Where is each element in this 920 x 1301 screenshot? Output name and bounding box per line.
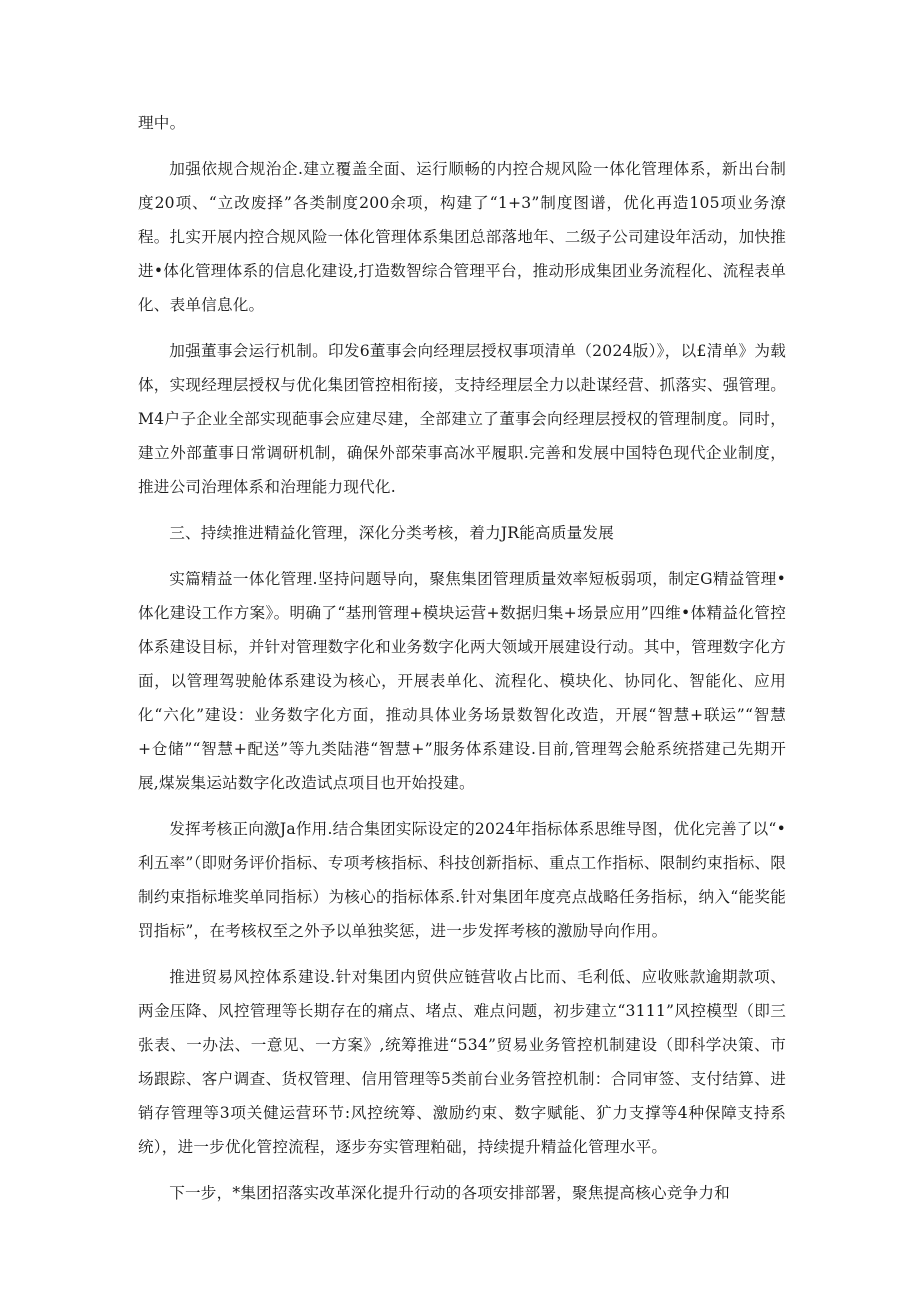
paragraph-next-step: 下一步，*集团招落实改革深化提升行动的各项安排部署，聚焦提高核心竞争力和 (169, 1184, 730, 1202)
paragraph-continuation: 理中。 (138, 114, 186, 132)
document-page (138, 106, 786, 1222)
section-heading-three: 三、持续推进精益化管理，深化分类考核，着力JR能高质量发展 (169, 524, 615, 542)
paragraph-board-mechanism: 加强董事会运行机制。印发6董事会向经理层授权事项清单（2024版）》，以£清单》为载体，实现经理层授权与优化集团管控相衔接，支持经理层全力以赴谋经营、抓落实、强管理。M4户子企业全部实现葩事会应建尽建，全部建立了董事会向经理层授权的管理制度。同时，建立外部董事日常调研机制，确保外部荣事高冰平履职.完善和发展中国特色现代企业制度，推进公司治理体系和治理能力现代化. (138, 342, 786, 496)
paragraph-trade-risk-control: 推进贸易风控体系建设.针对集团内贸供应链营收占比而、毛利低、应收账款逾期款项、两金压降、风控管理等长期存在的痛点、堵点、难点问题，初步建立“3111”风控模型（即三张表、一办法、一意见、一方案》,统筹推进“534”贸易业务管控机制建设（即科学决策、市场跟踪、客户调查、货权管理、信用管理等5类前台业务管控机制：合同审签、支付结算、进销存管理等3项关健运营环节:风控统筹、激励约束、数字赋能、犷力支撑等4种保障支持系统），进一步优化管控流程，逐步夯实管理粕础，持续提升精益化管理水平。 (138, 968, 786, 1156)
paragraph-lean-management: 实篇精益一体化管理.坚持问题导向，聚焦集团管理质量效率短板弱项，制定G精益管理•体化建设工作方案》。明确了“基刑管理+模块运营+数据归集+场景应用”四维•体精益化管控体系建设目标，并针对管理数字化和业务数字化两大领域开展建设行动。其中，管理数字化方面，以管理驾驶舱体系建设为核心，开展表单化、流程化、模块化、协同化、智能化、应用化“六化”建设：业务数字化方面，推动具体业务场景数智化改造，开展“智慧+联运”“智慧+仓储”“智慧+配送”等九类陆港“智慧+”服务体系建设.目前,管理驾会舱系统搭建己先期开展,煤炭集运站数字化改造试点项目也开始投建。 (138, 570, 786, 792)
paragraph-assessment-incentive: 发挥考核正向激Ja作用.结合集团实际设定的2024年指标体系思维导图，优化完善了以“•利五率”（即财务评价指标、专项考核指标、科技创新指标、重点工作指标、限制约束指标、限制约束指标堆奖单同指标）为核心的指标体系.针对集团年度亮点战略任务指标，纳入“能奖能罚指标”，在考核权至之外予以单独奖惩，进一步发挥考核的激励导向作用。 (138, 820, 786, 940)
paragraph-compliance: 加强依规合规治企.建立覆盖全面、运行顺畅的内控合规风险一体化管理体系，新出台制度20项、“立改废择”各类制度200余项，构建了“1+3”制度图谱，优化再造105项业务潦程。扎实开展内控合规风险一体化管理体系集团总部落地年、二级子公司建设年活动，加快推进•体化管理体系的信息化建设,打造数智综合管理平台，推动形成集团业务流程化、流程表单化、表单信息化。 (138, 160, 786, 314)
